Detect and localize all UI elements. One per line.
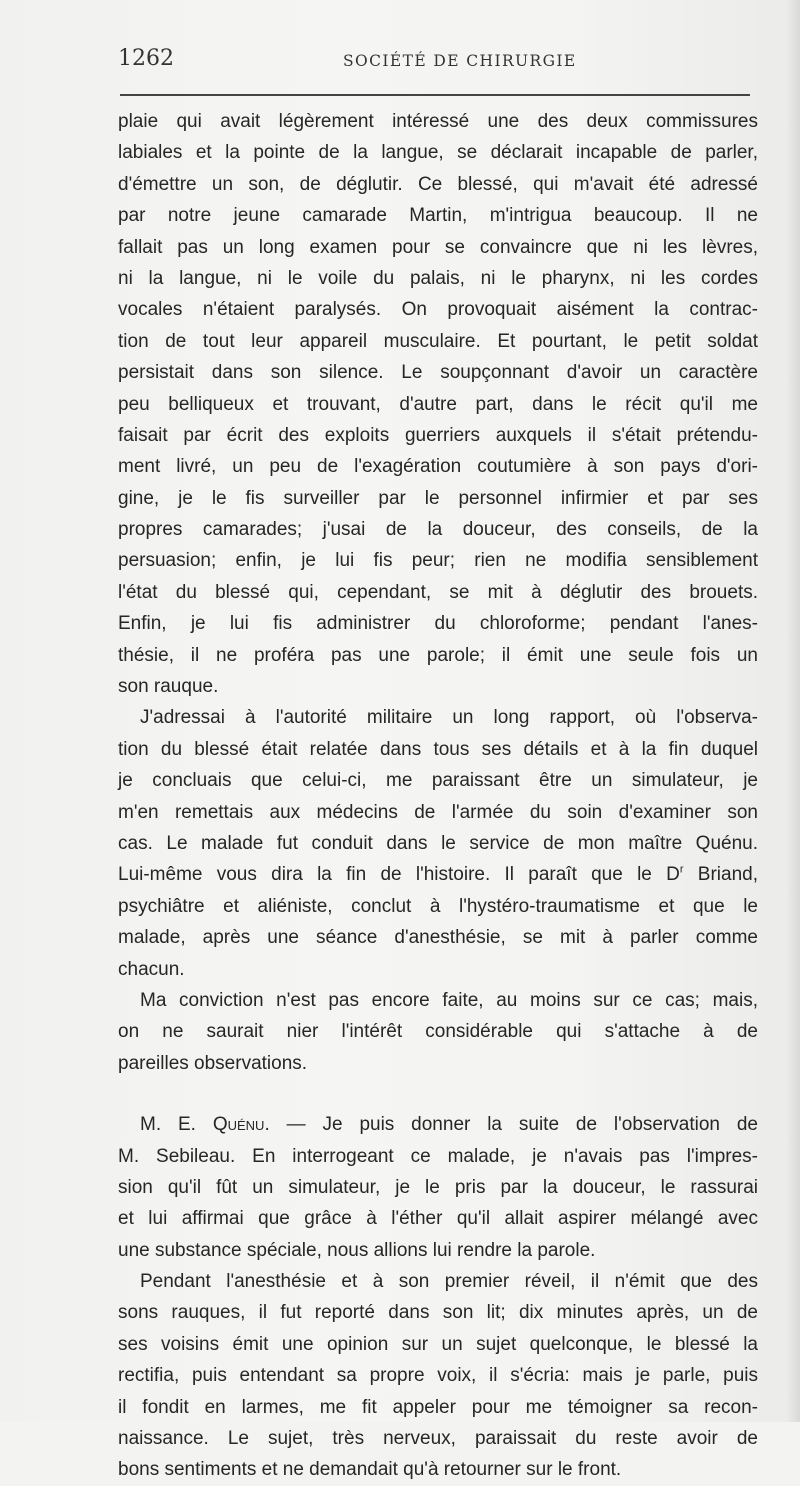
paragraph-gap: [118, 1079, 758, 1109]
text-fragment: Briand,: [683, 864, 758, 886]
text-line: et lui affirmai que grâce à l'éther qu'il allait aspirer mélangé avec: [118, 1208, 758, 1230]
body-text: [118, 106, 758, 1486]
text-line: Ma conviction n'est pas encore faite, au moins sur ce cas; mais,: [140, 989, 758, 1011]
text-line: M. Sebileau. En interrogeant ce malade, je n'avais pas l'impres-: [118, 1145, 758, 1167]
page-header: [118, 44, 758, 80]
text-line: rectifia, puis entendant sa propre voix, il s'écria: mais je parle, puis: [118, 1365, 758, 1387]
text-line: tion de tout leur appareil musculaire. Et pourtant, le petit soldat: [118, 330, 758, 352]
text-line: naissance. Le sujet, très nerveux, paraissait du reste avoir de: [118, 1428, 758, 1450]
text-line: persuasion; enfin, je lui fis peur; rien ne modifia sensiblement: [118, 550, 758, 572]
text-line: cas. Le malade fut conduit dans le service de mon maître Quénu.: [118, 832, 758, 854]
text-line: il fondit en larmes, me fit appeler pour me témoigner sa recon-: [118, 1396, 758, 1418]
text-line: une substance spéciale, nous allions lui rendre la parole.: [118, 1239, 596, 1261]
text-line: Enfin, je lui fis administrer du chloroforme; pendant l'anes-: [118, 613, 758, 635]
speaker-name: Quénu: [212, 1114, 265, 1136]
text-line: fallait pas un long examen pour se convaincre que ni les lèvres,: [118, 236, 758, 258]
text-line: ment livré, un peu de l'exagération coutumière à son pays d'ori-: [118, 456, 758, 478]
text-line: ses voisins émit une opinion sur un sujet quelconque, le blessé la: [118, 1333, 758, 1355]
text-line: par notre jeune camarade Martin, m'intrigua beaucoup. Il ne: [118, 205, 758, 227]
text-line: gine, je le fis surveiller par le personnel infirmier et par ses: [118, 487, 758, 509]
text-line: vocales n'étaient paralysés. On provoquait aisément la contrac-: [118, 299, 758, 321]
text-line: ni la langue, ni le voile du palais, ni le pharynx, ni les cordes: [118, 267, 758, 289]
text-line: d'émettre un son, de déglutir. Ce blessé, qui m'avait été adressé: [118, 173, 758, 195]
header-rule: [120, 94, 750, 96]
text-line: J'adressai à l'autorité militaire un long rapport, où l'observa-: [140, 707, 758, 729]
page-edge-shadow: [786, 0, 800, 1422]
text-line: tion du blessé était relatée dans tous ses détails et à la fin duquel: [118, 738, 758, 760]
text-line: faisait par écrit des exploits guerriers auxquels il s'était prétendu-: [118, 424, 758, 446]
text-line: chacun.: [118, 958, 185, 980]
page-number: 1262: [118, 46, 174, 71]
text-line: plaie qui avait légèrement intéressé une des deux commissures: [118, 111, 758, 132]
text-fragment: M. E.: [140, 1114, 213, 1136]
text-line: thésie, il ne proféra pas une parole; il émit une seule fois un: [118, 644, 758, 666]
text-fragment: Lui-même vous dira la fin de l'histoire. Il paraît que le D: [118, 864, 680, 886]
text-line: bons sentiments et ne demandait qu'à retourner sur le front.: [118, 1459, 622, 1481]
doctor-abbrev-superscript: r: [679, 864, 684, 877]
text-line: son rauque.: [118, 676, 219, 698]
text-line: propres camarades; j'usai de la douceur, des conseils, de la: [118, 519, 758, 541]
text-line: sons rauques, il fut reporté dans son lit; dix minutes après, un de: [118, 1302, 758, 1324]
text-line: on ne saurait nier l'intérêt considérable qui s'attache à de: [118, 1021, 758, 1043]
running-head: SOCIÉTÉ DE CHIRURGIE: [343, 52, 577, 70]
text-line: m'en remettais aux médecins de l'armée du soin d'examiner son: [118, 801, 758, 823]
text-line: peu belliqueux et trouvant, d'autre part, dans le récit qu'il me: [118, 393, 758, 415]
text-line: pareilles observations.: [118, 1052, 308, 1074]
text-line: je concluais que celui-ci, me paraissant être un simulateur, je: [118, 770, 758, 792]
text-line-with-title: [118, 859, 758, 890]
text-line: labiales et la pointe de la langue, se déclarait incapable de parler,: [118, 142, 758, 164]
text-fragment: . — Je puis donner la suite de l'observation de: [264, 1114, 758, 1136]
text-line: psychiâtre et aliéniste, conclut à l'hystéro-traumatisme et que le: [118, 895, 758, 917]
text-line: l'état du blessé qui, cependant, se mit à déglutir des brouets.: [118, 581, 758, 603]
text-line: persistait dans son silence. Le soupçonnant d'avoir un caractère: [118, 362, 758, 384]
text-line: malade, après une séance d'anesthésie, se mit à parler comme: [118, 927, 758, 949]
text-line: Pendant l'anesthésie et à son premier réveil, il n'émit que des: [140, 1271, 758, 1293]
text-line: sion qu'il fût un simulateur, je le pris par la douceur, le rassurai: [118, 1176, 758, 1198]
speaker-line: [118, 1109, 758, 1140]
